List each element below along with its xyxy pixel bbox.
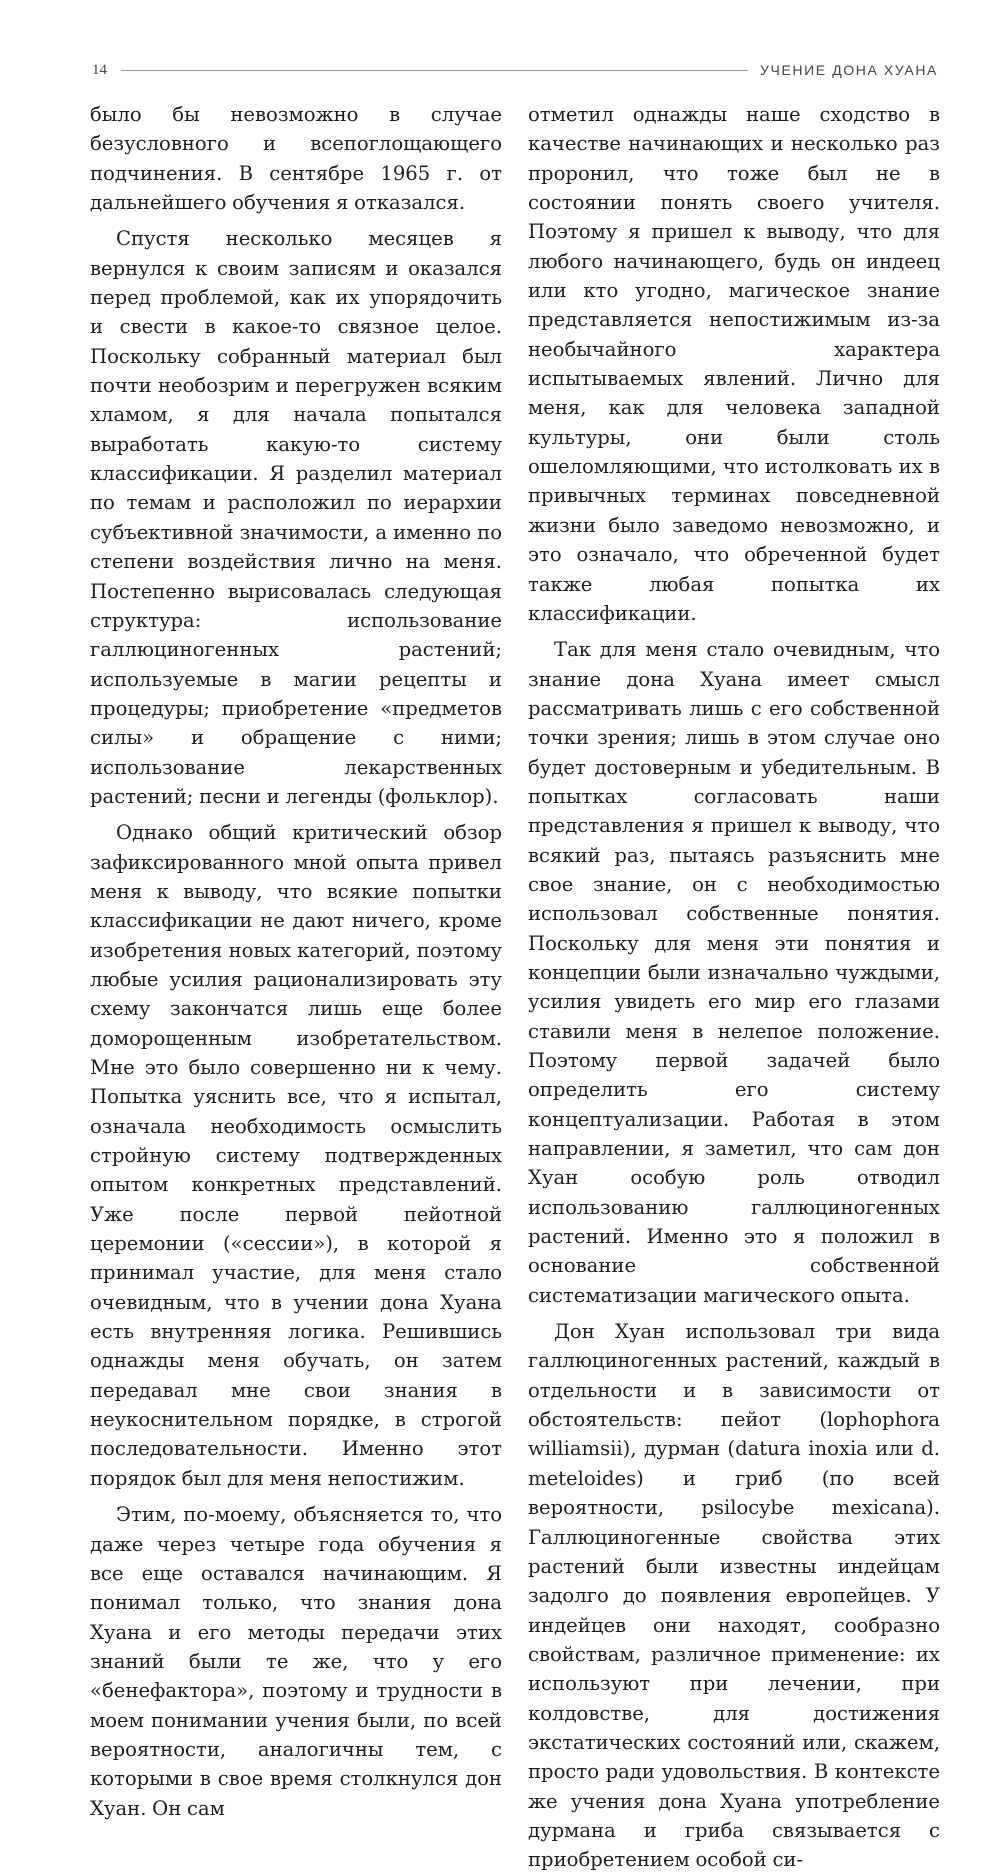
paragraph: Дон Хуан использовал три вида галлюциногенных растений, каждый в отдельности и в зависимости от обстоятельств: пейот (lophophora williamsii), дурман (datura inoxia или d. meteloides) и гриб (по всей вероятности, psilocybe mexicana). Галлюциногенные свойства этих растений были известны индейцам задолго до появления европейцев. У индейцев они находят, сообразно свойствам, различное применение: их используют при лечении, при колдовстве, для достижения экстатических состояний или, скажем, просто ради удовольствия. В контексте же учения дона Хуана употребление дурмана и гриба связывается с приобретением особой си- [528,1320,940,1872]
paragraph: Так для меня стало очевидным, что знание дона Хуана имеет смысл рассматривать лишь с его собственной точки зрения; лишь в этом случае оно будет достоверным и убедительным. В попытках согласовать наши представления я пришел к выводу, что всякий раз, пытаясь разъяснить мне свое знание, он с необходимостью использовал собственные понятия. Поскольку для меня эти понятия и концепции были изначально чуждыми, усилия увидеть его мир его глазами ставили меня в нелепое положение. Поэтому первой задачей было определить его систему концептуализации. Работая в этом направлении, я заметил, что сам дон Хуан особую роль отводил использованию галлюциногенных растений. Именно это я положил в основание собственной систематизации магического опыта. [528,638,940,1307]
paragraph: Однако общий критический обзор зафиксированного мной опыта привел меня к выводу, что всякие попытки классификации не дают ничего, кроме изобретения новых категорий, поэтому любые усилия рационализировать эту схему закончатся лишь еще более доморощенным изобретательством. Мне это было совершенно ни к чему. Попытка уяснить все, что я испытал, означала необходимость осмыслить стройную систему подтвержденных опытом конкретных представлений. Уже после первой пейотной церемонии («сессии»), в которой я принимал участие, для меня стало очевидным, что в учении дона Хуана есть внутренняя логика. Решившись однажды меня обучать, он затем передавал мне свои знания в неукоснительном порядке, в строгой последовательности. Именно этот порядок был для меня непостижим. [90,821,502,1490]
header-rule [121,70,748,71]
paragraph: было бы невозможно в случае безусловного и всепоглощающего подчинения. В сентябре 1965 г. от дальнейшего обучения я отказался. [90,103,502,215]
right-column [528,100,940,1875]
page-number: 14 [92,61,107,78]
running-header [92,58,938,82]
paragraph: отметил однажды наше сходство в качестве начинающих и несколько раз проронил, что тоже был не в состоянии понять своего учителя. Поэтому я пришел к выводу, что для любого начинающего, будь он индеец или кто угодно, магическое знание представляется непостижимым из-за необычайного характера испытываемых явлений. Лично для меня, как для человека западной культуры, они были столь ошеломляющими, что истолковать их в привычных терминах повседневной жизни было заведомо невозможно, и это означало, что обреченной будет также любая попытка их классификации. [528,103,940,625]
running-title: УЧЕНИЕ ДОНА ХУАНА [760,62,938,78]
paragraph: Спустя несколько месяцев я вернулся к своим записям и оказался перед проблемой, как их упорядочить и свести в какое-то связное целое. Поскольку собранный материал был почти необозрим и перегружен всяким хламом, я для начала попытался выработать какую-то систему классификации. Я разделил материал по темам и расположил по иерархии субъективной значимости, а именно по степени воздействия лично на меня. Постепенно вырисовалась следующая структура: использование галлюциногенных растений; используемые в магии рецепты и процедуры; приобретение «предметов силы» и обращение с ними; использование лекарственных растений; песни и легенды (фольклор). [90,227,502,808]
paragraph: Этим, по-моему, объясняется то, что даже через четыре года обучения я все еще оставался начинающим. Я понимал только, что знания дона Хуана и его методы передачи этих знаний были те же, что у его «бенефактора», поэтому и трудности в моем понимании учения были, по всей вероятности, аналогичны тем, с которыми в свое время столкнулся дон Хуан. Он сам [90,1503,502,1820]
left-column [90,100,502,1823]
